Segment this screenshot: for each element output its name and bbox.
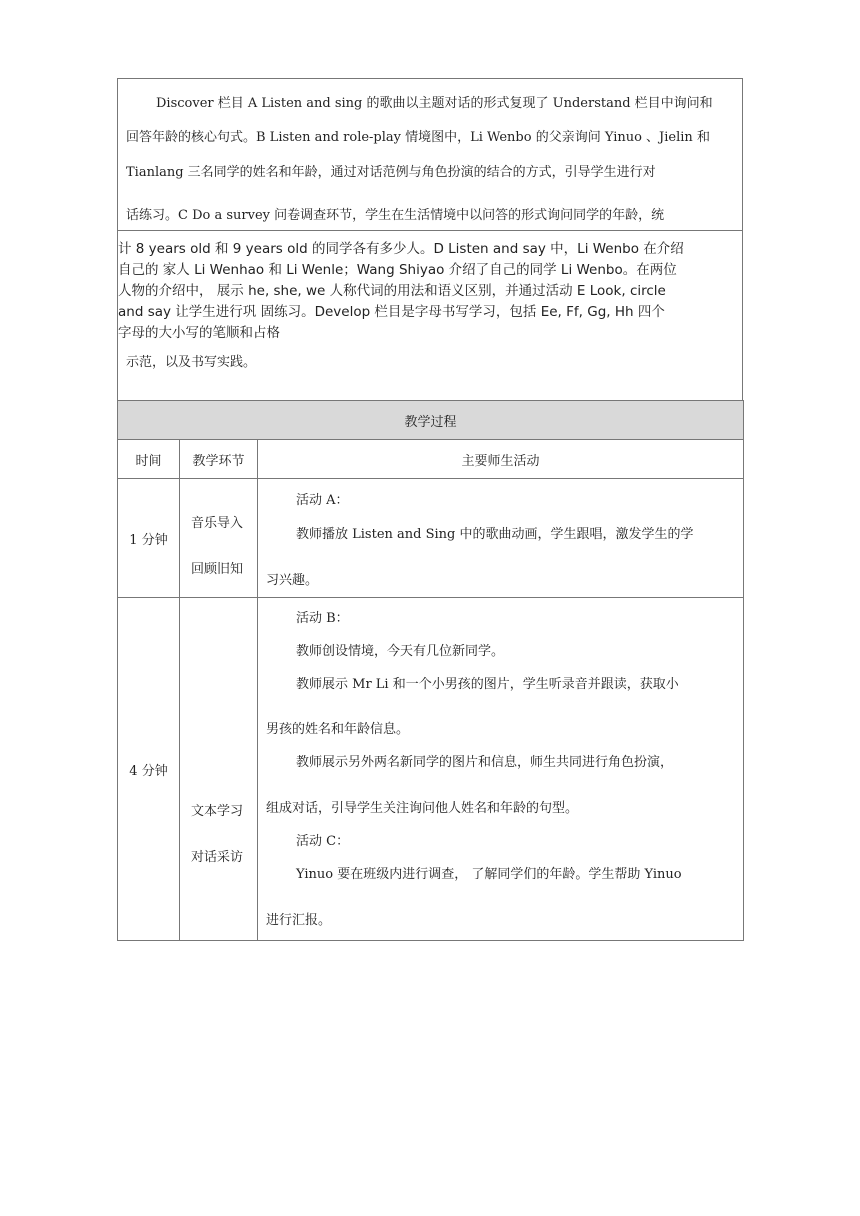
intro-line-2: 回答年龄的核心句式。B Listen and role-play 情境图中，Li Wenbo 的父亲询问 Yinuo 、Jielin 和	[126, 130, 710, 145]
row2-activity-line-7: 活动 C：	[296, 834, 350, 849]
row2-activity-line-8: Yinuo 要在班级内进行调查， 了解同学们的年龄。学生帮助 Yinuo	[296, 867, 682, 882]
intro-line-9: 字母的大小写的笔顺和占格	[118, 325, 280, 341]
row1-activities	[258, 479, 744, 598]
row2-activity-line-5: 教师展示另外两名新同学的图片和信息，师生共同进行角色扮演，	[296, 755, 674, 770]
intro-line-4: 话练习。C Do a survey 问卷调查环节，学生在生活情境中以问答的形式询问同学的年龄，统	[126, 208, 665, 223]
row1-stage	[180, 479, 258, 598]
intro-line-7: 人物的介绍中， 展示 he, she, we 人称代词的用法和语义区别，并通过活动 E Look, circle	[118, 283, 666, 299]
intro-line-3: Tianlang 三名同学的姓名和年龄，通过对话范例与角色扮演的结合的方式，引导学生进行对	[126, 165, 656, 180]
row2-activity-line-4: 男孩的姓名和年龄信息。	[266, 722, 410, 737]
row2-activities	[258, 598, 744, 941]
row1-activity-line-1: 活动 A：	[296, 493, 349, 508]
intro-line-6: 自己的 家人 Li Wenhao 和 Li Wenle；Wang Shiyao 介绍了自己的同学 Li Wenbo。在两位	[118, 262, 677, 278]
row1-activity-line-2: 教师播放 Listen and Sing 中的歌曲动画，学生跟唱，激发学生的学	[296, 527, 694, 542]
teaching-process-table	[117, 400, 744, 941]
header-time: 时间	[118, 440, 180, 479]
intro-line-8: and say 让学生进行巩 固练习。Develop 栏目是字母书写学习，包括 Ee, Ff, Gg, Hh 四个	[118, 304, 665, 320]
intro-box-upper	[117, 78, 743, 231]
table-row	[118, 479, 744, 598]
table-header-row	[118, 440, 744, 479]
row2-activity-line-3: 教师展示 Mr Li 和一个小男孩的图片，学生听录音并跟读，获取小	[296, 677, 679, 692]
row2-activity-line-2: 教师创设情境，今天有几位新同学。	[296, 644, 505, 659]
row1-stage-line-2: 回顾旧知	[191, 562, 244, 577]
row1-activity-line-3: 习兴趣。	[266, 573, 319, 588]
row2-stage-line-2: 对话采访	[191, 850, 244, 865]
intro-line-5: 计 8 years old 和 9 years old 的同学各有多少人。D Listen and say 中，Li Wenbo 在介绍	[118, 241, 684, 257]
row2-activity-line-9: 进行汇报。	[266, 913, 332, 928]
row2-activity-line-6: 组成对话，引导学生关注询问他人姓名和年龄的句型。	[266, 801, 579, 816]
intro-line-10: 示范，以及书写实践。	[126, 355, 257, 370]
row1-stage-line-1: 音乐导入	[191, 516, 244, 531]
intro-line-1: Discover 栏目 A Listen and sing 的歌曲以主题对话的形式复现了 Understand 栏目中询问和	[156, 96, 713, 111]
process-title: 教学过程	[118, 401, 744, 440]
intro-box-lower	[117, 230, 743, 402]
row2-stage-line-1: 文本学习	[191, 804, 244, 819]
row2-stage	[180, 598, 258, 941]
row2-time: 4 分钟	[118, 598, 180, 941]
header-stage: 教学环节	[180, 440, 258, 479]
row2-activity-line-1: 活动 B：	[296, 611, 349, 626]
table-row	[118, 598, 744, 941]
row1-time: 1 分钟	[118, 479, 180, 598]
header-activities: 主要师生活动	[258, 440, 744, 479]
